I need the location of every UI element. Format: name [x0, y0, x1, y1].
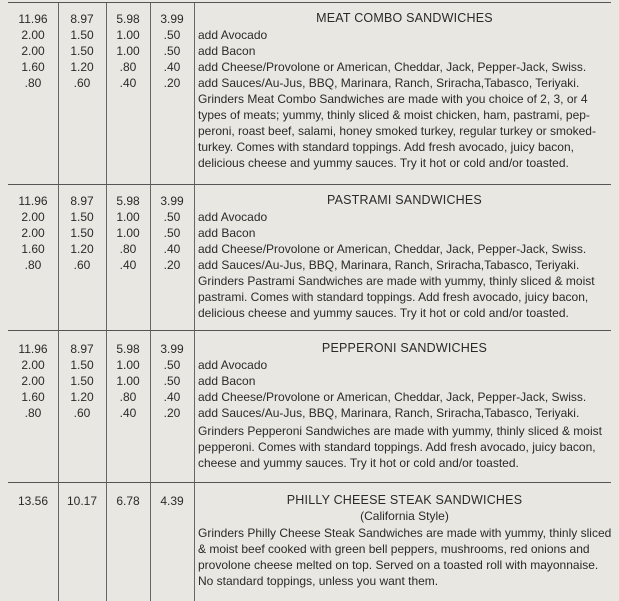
addon-label: add Avocado — [198, 210, 268, 224]
addon-price: 1.50 — [70, 374, 94, 388]
addon-price: 1.60 — [21, 60, 45, 74]
description-line: delicious cheese and yummy sauces. Try it hot or cold and/or toasted. — [198, 156, 569, 170]
addon-price: 1.00 — [116, 358, 140, 372]
description-line: Grinders Pastrami Sandwiches are made with yummy, thinly sliced & moist — [198, 274, 595, 288]
addon-label: add Avocado — [198, 28, 268, 42]
addon-price: 1.00 — [116, 374, 140, 388]
section-subtitle: (California Style) — [360, 509, 449, 523]
description-line: & moist beef cooked with green bell peppers, mushrooms, red onions and — [198, 542, 590, 556]
addon-price: .40 — [163, 60, 181, 74]
column-divider — [194, 483, 195, 601]
addon-label: add Bacon — [198, 44, 256, 58]
addon-price: 1.00 — [116, 28, 140, 42]
addon-price: 1.50 — [70, 226, 94, 240]
price-medium: 8.97 — [70, 12, 94, 26]
addon-price: .80 — [24, 406, 42, 420]
addon-price: 1.50 — [70, 28, 94, 42]
addon-price: .50 — [163, 28, 181, 42]
section-meat-combo — [8, 2, 611, 185]
addon-price: .40 — [163, 242, 181, 256]
price-medium: 10.17 — [66, 494, 98, 508]
column-divider — [58, 331, 59, 483]
addon-label: add Avocado — [198, 358, 268, 372]
column-divider — [150, 331, 151, 483]
section-philly-cheese-steak — [8, 482, 611, 601]
price-large: 11.96 — [18, 194, 48, 208]
description-line: provolone cheese melted on top. Served on a toasted roll with mayonnaise. — [198, 558, 599, 572]
column-divider — [150, 483, 151, 601]
description-line: turkey. Comes with standard toppings. Add fresh avocado, juicy bacon, — [198, 140, 574, 154]
addon-label: add Cheese/Provolone or American, Cheddar, Jack, Pepper-Jack, Swiss. — [198, 390, 587, 404]
addon-price: 2.00 — [21, 210, 45, 224]
description-line: types of meats; yummy, thinly sliced & moist chicken, ham, pastrami, pep- — [198, 108, 590, 122]
addon-label: add Cheese/Provolone or American, Cheddar, Jack, Pepper-Jack, Swiss. — [198, 60, 587, 74]
addon-price: 2.00 — [21, 28, 45, 42]
description-line: cheese and yummy sauces. Try it hot or cold and/or toasted. — [198, 456, 519, 470]
addon-price: 2.00 — [21, 44, 45, 58]
price-medium: 8.97 — [70, 342, 94, 356]
addon-price: 1.20 — [70, 60, 94, 74]
column-divider — [106, 331, 107, 483]
addon-price: 2.00 — [21, 374, 45, 388]
section-title: PEPPERONI SANDWICHES — [321, 341, 488, 355]
price-small: 5.98 — [116, 12, 140, 26]
column-divider — [106, 185, 107, 331]
column-divider — [150, 3, 151, 185]
price-large: 11.96 — [18, 12, 48, 26]
addon-price: .50 — [163, 374, 181, 388]
addon-price: 1.50 — [70, 44, 94, 58]
addon-price: .60 — [73, 76, 91, 90]
price-mini: 4.39 — [160, 494, 184, 508]
section-description — [198, 423, 603, 471]
addon-price: 1.50 — [70, 358, 94, 372]
addon-price: 1.60 — [21, 242, 45, 256]
section-title: PASTRAMI SANDWICHES — [327, 193, 482, 207]
description-line: Grinders Pepperoni Sandwiches are made with yummy, thinly sliced & moist — [198, 424, 602, 438]
addon-price: 1.00 — [116, 226, 140, 240]
addon-price: .50 — [163, 44, 181, 58]
price-large: 11.96 — [18, 342, 48, 356]
addon-price: 1.00 — [116, 44, 140, 58]
addon-price: 1.20 — [70, 390, 94, 404]
addon-price: 1.00 — [116, 210, 140, 224]
price-small: 5.98 — [116, 342, 140, 356]
addon-price: 2.00 — [21, 226, 45, 240]
addon-price: .20 — [163, 76, 181, 90]
section-pastrami — [8, 184, 611, 331]
column-divider — [58, 185, 59, 331]
addon-price: .80 — [119, 390, 137, 404]
column-divider — [194, 3, 195, 185]
price-small: 5.98 — [116, 194, 140, 208]
price-mini: 3.99 — [160, 12, 184, 26]
addon-price: .80 — [24, 76, 42, 90]
description-line: pepperoni. Comes with standard toppings. Add fresh avocado, juicy bacon, — [198, 440, 596, 454]
section-description — [198, 273, 603, 321]
description-line: Grinders Meat Combo Sandwiches are made with you choice of 2, 3, or 4 — [198, 92, 588, 106]
price-mini: 3.99 — [160, 194, 184, 208]
addon-price: .50 — [163, 210, 181, 224]
description-line: Grinders Philly Cheese Steak Sandwiches are made with yummy, thinly sliced — [198, 526, 612, 540]
addon-price: .40 — [119, 76, 137, 90]
price-large: 13.56 — [17, 494, 49, 508]
addon-price: .20 — [163, 406, 181, 420]
addon-label: add Sauces/Au-Jus, BBQ, Marinara, Ranch, Sriracha,Tabasco, Teriyaki. — [198, 76, 580, 90]
addon-price: .80 — [119, 242, 137, 256]
addon-price: .20 — [163, 258, 181, 272]
addon-label: add Bacon — [198, 374, 256, 388]
description-line: No standard toppings, unless you want them. — [198, 574, 439, 588]
price-medium: 8.97 — [70, 194, 94, 208]
price-mini: 3.99 — [160, 342, 184, 356]
addon-label: add Sauces/Au-Jus, BBQ, Marinara, Ranch, Sriracha,Tabasco, Teriyaki. — [198, 406, 580, 420]
column-divider — [58, 483, 59, 601]
addon-label: add Cheese/Provolone or American, Cheddar, Jack, Pepper-Jack, Swiss. — [198, 242, 587, 256]
description-line: peroni, roast beef, salami, honey smoked turkey, regular turkey or smoked- — [198, 124, 596, 138]
column-divider — [194, 331, 195, 483]
addon-price: .50 — [163, 226, 181, 240]
column-divider — [150, 185, 151, 331]
addon-price: 1.50 — [70, 210, 94, 224]
section-title: PHILLY CHEESE STEAK SANDWICHES — [286, 493, 523, 507]
column-divider — [106, 3, 107, 185]
description-line: delicious cheese and yummy sauces. Try it hot or cold and/or toasted. — [198, 306, 569, 320]
addon-price: .60 — [73, 258, 91, 272]
addon-price: .50 — [163, 358, 181, 372]
addon-label: add Sauces/Au-Jus, BBQ, Marinara, Ranch, Sriracha,Tabasco, Teriyaki. — [198, 258, 580, 272]
price-small: 6.78 — [116, 494, 140, 508]
addon-price: 1.20 — [70, 242, 94, 256]
column-divider — [106, 483, 107, 601]
addon-label: add Bacon — [198, 226, 256, 240]
column-divider — [194, 185, 195, 331]
addon-price: .60 — [73, 406, 91, 420]
column-divider — [58, 3, 59, 185]
section-pepperoni — [8, 330, 611, 483]
addon-price: .40 — [163, 390, 181, 404]
section-description — [198, 91, 603, 171]
section-description — [198, 525, 612, 589]
addon-price: .40 — [119, 406, 137, 420]
addon-price: 2.00 — [21, 358, 45, 372]
addon-price: .40 — [119, 258, 137, 272]
description-line: pastrami. Comes with standard toppings. Add fresh avocado, juicy bacon, — [198, 290, 589, 304]
addon-price: .80 — [119, 60, 137, 74]
addon-price: .80 — [24, 258, 42, 272]
addon-price: 1.60 — [21, 390, 45, 404]
section-title: MEAT COMBO SANDWICHES — [316, 11, 493, 25]
